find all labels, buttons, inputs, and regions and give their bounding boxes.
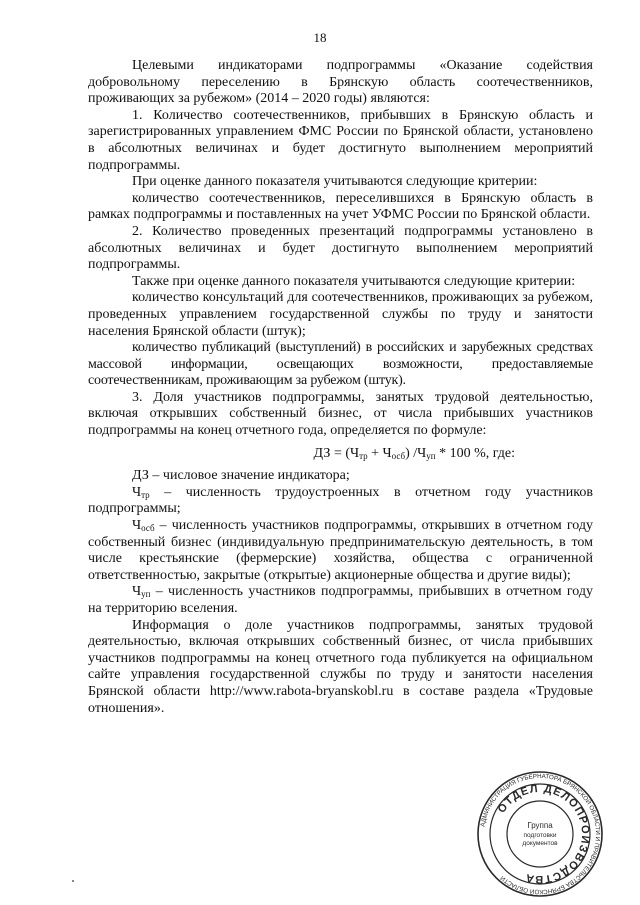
stamp-center-line-1: Группа [527, 821, 553, 830]
scan-speck [72, 880, 74, 882]
page-number: 18 [313, 30, 327, 45]
definition-chtr: $Ч_{тр}$ – численность трудоустроенных в отчетном году участников подпрограммы; [88, 484, 593, 517]
definition-chup: $Ч_{уп}$ – численность участников подпрограммы, прибывших в отчетном году на территорию вселения. [88, 584, 593, 616]
paragraph-criteria-2a: количество консультаций для соотечественников, проживающих за рубежом, проведенных управлением государственной службы по труду и занятости населения Брянской области (штук); [88, 290, 593, 339]
office-stamp [476, 770, 604, 898]
paragraph-criteria-heading-2: Также при оценке данного показателя учитываются следующие критерии: [132, 273, 576, 289]
definition-dz: ДЗ – числовое значение индикатора; [132, 468, 350, 484]
paragraph-criteria-2b: количество публикаций (выступлений) в российских и зарубежных средствах массовой информации, освещающих возможности, предоставляемые соотечественникам, проживающим за рубежом (штук). [88, 340, 593, 389]
stamp-ring-text: ОТДЕЛ ДЕЛОПРОИЗВОДСТВА [495, 782, 592, 886]
paragraph-indicator-1: 1. Количество соотечественников, прибывших в Брянскую область и зарегистрированных управлением ФМС России по Брянской области, установлено в абсолютных величинах и будет достигнуто выполнением мероприятий подпрограммы. [88, 107, 593, 173]
paragraph-criteria-heading-1: При оценке данного показателя учитываются следующие критерии: [132, 174, 538, 190]
stamp-outer-text: АДМИНИСТРАЦИЯ ГУБЕРНАТОРА БРЯНСКОЙ ОБЛАСТИ И ПРАВИТЕЛЬСТВА БРЯНСКОЙ ОБЛАСТИ [479, 772, 602, 896]
stamp-center-line-2: подготовки [523, 832, 557, 839]
paragraph-intro: Целевыми индикаторами подпрограммы «Оказание содействия добровольному переселению в Брянскую область соотечественников, проживающих за рубежом» (2014 – 2020 годы) являются: [88, 58, 593, 107]
paragraph-indicator-3: 3. Доля участников подпрограммы, занятых трудовой деятельностью, включая открывших собственный бизнес, от числа прибывших участников подпрограммы на конец отчетного года, определяется по формуле: [88, 389, 593, 439]
paragraph-indicator-2: 2. Количество проведенных презентаций подпрограммы установлено в абсолютных величинах и будет достигнуто выполнением мероприятий подпрограммы. [88, 223, 593, 273]
document-body [88, 58, 593, 717]
stamp-center-line-3: документов [522, 840, 558, 847]
paragraph-criteria-1: количество соотечественников, переселившихся в Брянскую область в рамках подпрограммы и поставленных на учет УФМС России по Брянской области. [88, 190, 593, 223]
formula: ДЗ = $(Ч_{тр} + Ч_{осб})$ $/Ч_{уп} * 100$ %, где: [313, 445, 515, 461]
definition-chosb: $Ч_{осб}$ – численность участников подпрограммы, открывших в отчетном году собственный бизнес (индивидуальную предпринимательскую деятельность, в том числе крестьянские (фермерские) хозяйства, общества с ограниченной ответственностью, закрытые (открытые) акционерные общества и другие виды); [88, 518, 593, 583]
paragraph-closing: Информация о доле участников подпрограммы, занятых трудовой деятельностью, включая открывших собственный бизнес, от числа прибывших участников подпрограммы на конец отчетного года публикуется на официальном сайте управления государственной службы по труду и занятости населения Брянской области http://www.rabota-bryanskobl.ru в составе раздела «Трудовые отношения». [88, 617, 593, 716]
